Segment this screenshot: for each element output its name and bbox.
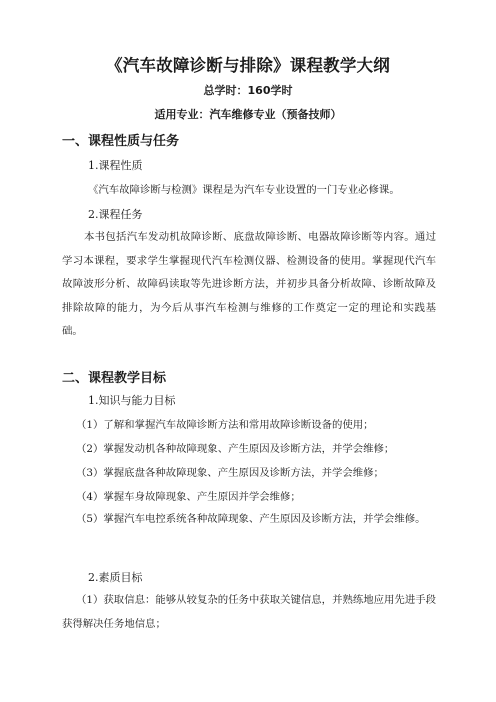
subheading-quality-goals: 2.素质目标 (88, 571, 143, 584)
section-heading-nature-task: 一、课程性质与任务 (62, 134, 180, 149)
goal-item-2: （2）掌握发动机各种故障现象、产生原因及诊断方法，并学会维修； (76, 443, 395, 455)
quality-item-1: （1）获取信息：能够从较复杂的任务中获取关键信息，并熟练地应用先进手段获得解决任务地信息； (62, 594, 436, 630)
goal-item-1: （1）了解和掌握汽车故障诊断方法和常用故障诊断设备的使用； (76, 419, 374, 431)
subheading-course-nature: 1.课程性质 (88, 159, 143, 172)
document-title: 《汽车故障诊断与排除》课程教学大纲 (106, 56, 390, 75)
goal-item-4: （4）掌握车身故障现象、产生原因并学会维修； (76, 491, 301, 503)
applicable-major: 适用专业：汽车维修专业（预备技师） (154, 108, 342, 121)
goal-item-3: （3）掌握底盘各种故障现象、产生原因及诊断方法，并学会维修； (76, 467, 384, 479)
subheading-course-task: 2.课程任务 (88, 208, 143, 221)
section-heading-goals: 二、课程教学目标 (62, 371, 167, 386)
goal-item-5: （5）掌握汽车电控系统各种故障现象、产生原因及诊断方法，并学会维修。 (76, 513, 426, 525)
total-hours: 总学时：160学时 (203, 84, 293, 97)
subheading-knowledge-goals: 1.知识与能力目标 (88, 394, 176, 407)
course-task-paragraph: 本书包括汽车发动机故障诊断、底盘故障诊断、电器故障诊断等内容。通过学习本课程，要求学生掌握现代汽车检测仪器、检测设备的使用。掌握现代汽车故障波形分析、故障码读取等先进诊断方法，并初步具备分析故障、诊断故障及排除故障的能力，为今后从事汽车检测与维修的工作奠定一定的理论和实践基础。 (62, 231, 436, 337)
course-nature-text: 《汽车故障诊断与检测》课程是为汽车专业设置的一门专业必修课。 (88, 184, 400, 196)
